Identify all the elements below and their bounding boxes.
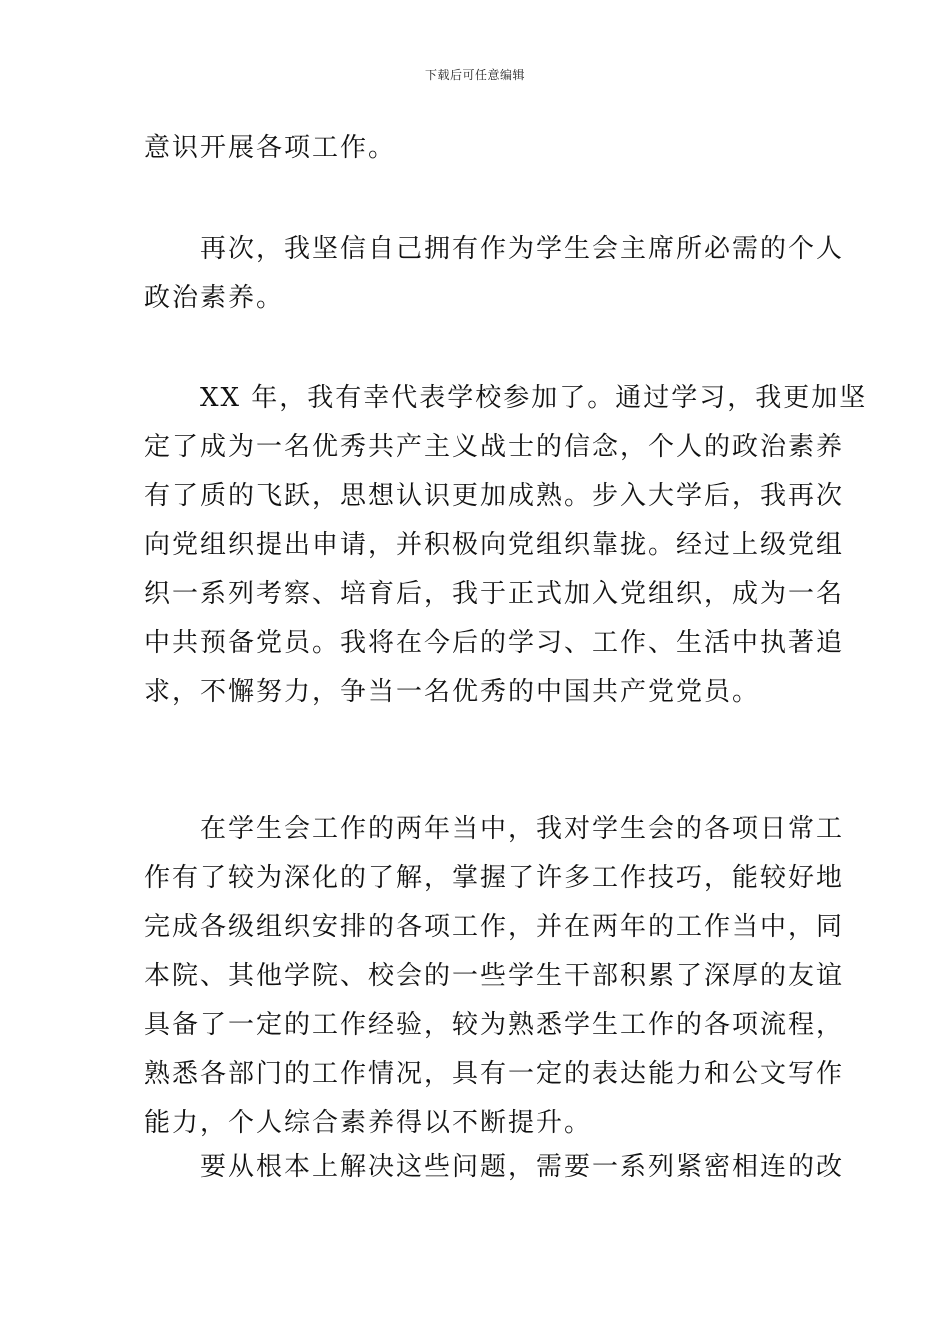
text-line: 求，不懈努力，争当一名优秀的中国共产党党员。 [144, 677, 761, 707]
text-line: XX 年，我有幸代表学校参加了。通过学习，我更加坚 [144, 383, 868, 413]
text-line: 本院、其他学院、校会的一些学生干部积累了深厚的友谊 [144, 961, 845, 991]
paragraph [144, 225, 845, 323]
text-line: 再次，我坚信自己拥有作为学生会主席所必需的个人 [144, 234, 845, 264]
paragraph [144, 374, 868, 717]
text-line: 向党组织提出申请，并积极向党组织靠拢。经过上级党组 [144, 530, 845, 560]
text-line: 具备了一定的工作经验，较为熟悉学生工作的各项流程， [144, 1010, 845, 1040]
text-line: 完成各级组织安排的各项工作，并在两年的工作当中，同 [144, 912, 845, 942]
paragraph [144, 1143, 845, 1192]
text-line: 要从根本上解决这些问题，需要一系列紧密相连的改 [144, 1152, 845, 1182]
paragraph [144, 124, 810, 173]
text-line: 熟悉各部门的工作情况，具有一定的表达能力和公文写作 [144, 1059, 845, 1089]
text-line: 政治素养。 [144, 283, 285, 313]
text-line: 定了成为一名优秀共产主义战士的信念，个人的政治素养 [144, 432, 845, 462]
text-line: 有了质的飞跃，思想认识更加成熟。步入大学后，我再次 [144, 481, 845, 511]
text-line: 意识开展各项工作。 [144, 133, 397, 163]
text-line: 在学生会工作的两年当中，我对学生会的各项日常工 [144, 814, 845, 844]
text-line: 中共预备党员。我将在今后的学习、工作、生活中执著追 [144, 628, 845, 658]
page-header: 下载后可任意编辑 [424, 68, 525, 82]
text-line: 作有了较为深化的了解，掌握了许多工作技巧，能较好地 [144, 863, 845, 893]
text-line: 能力，个人综合素养得以不断提升。 [144, 1108, 593, 1138]
text-line: 织一系列考察、培育后，我于正式加入党组织，成为一名 [144, 579, 845, 609]
paragraph [144, 805, 845, 1148]
